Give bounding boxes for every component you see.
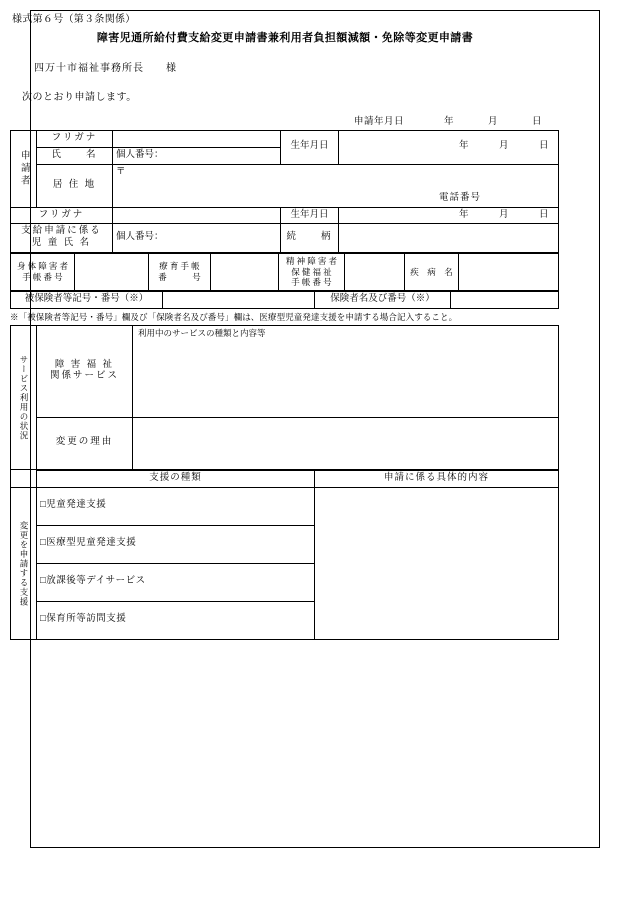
- welfare-service-label: [37, 325, 133, 417]
- applicant-section-label-text: 申請者: [18, 150, 29, 188]
- applicant-address-value[interactable]: [113, 164, 559, 207]
- mental-certificate-label-line2: 保 健 福 祉: [291, 266, 332, 277]
- child-relation-label: 続 柄: [281, 224, 339, 253]
- document-title: 障害児通所給付費支給変更申請書兼利用者負担額減額・免除等変更申請書: [96, 32, 474, 44]
- form-number: 様式第６号（第３条関係）: [12, 14, 136, 25]
- applicant-name-label: 氏 名: [37, 147, 113, 164]
- applicant-table: [10, 130, 559, 253]
- applicant-address-label: 居 住 地: [37, 164, 113, 207]
- welfare-service-label-line1: 障 害 福 祉: [54, 359, 115, 370]
- lead-sentence: 次のとおり申請します。: [22, 92, 137, 103]
- application-date-year: 年: [443, 117, 454, 127]
- request-detail-value[interactable]: [315, 487, 559, 639]
- change-request-side-label: [11, 487, 37, 639]
- applicant-birth-day: 日: [538, 141, 549, 152]
- ryoiku-certificate-label-line2: 番 号: [158, 272, 201, 283]
- mental-certificate-label-line3: 手 帳 番 号: [291, 277, 332, 288]
- application-date-day: 日: [531, 117, 542, 127]
- change-reason-value[interactable]: [133, 417, 559, 469]
- applicant-mynumber-field[interactable]: 個人番号：: [113, 147, 281, 164]
- addressee: 四万十市福祉事務所長 様: [34, 63, 177, 74]
- application-date-row: [10, 113, 560, 127]
- request-detail-header: 申請に係る具体的内容: [315, 470, 559, 487]
- usage-reason-row: [11, 417, 559, 469]
- support-item-1[interactable]: □児童発達支援: [37, 487, 315, 525]
- child-birth-year: 年: [458, 209, 469, 220]
- disease-name-value[interactable]: [459, 254, 559, 291]
- applicant-tel-label: 電話番号: [438, 192, 481, 203]
- applicant-furigana-value[interactable]: [113, 131, 281, 148]
- applicant-furigana-label: フリガナ: [37, 131, 113, 148]
- usage-service-row: [11, 325, 559, 417]
- insured-number-value[interactable]: [163, 292, 315, 309]
- child-furigana-row: [11, 207, 559, 224]
- welfare-service-label-line2: 関係サービス: [49, 371, 119, 382]
- child-birth-value[interactable]: [339, 207, 559, 224]
- applicant-section-label: [11, 131, 37, 208]
- child-name-label: [11, 224, 113, 253]
- certificates-row: [11, 254, 559, 291]
- welfare-service-hint: 利用中のサービスの種類と内容等: [138, 327, 266, 338]
- application-date-month: 月: [487, 117, 498, 127]
- postal-mark: 〒: [116, 166, 126, 177]
- child-name-label-line2: 児 童 氏 名: [31, 238, 92, 249]
- physical-certificate-label-line1: 身 体 障 害 者: [16, 261, 68, 272]
- physical-certificate-value[interactable]: [75, 254, 149, 291]
- usage-table: [10, 325, 559, 470]
- child-furigana-value[interactable]: [113, 207, 281, 224]
- child-relation-value[interactable]: [339, 224, 559, 253]
- child-birth-label: 生年月日: [281, 207, 339, 224]
- mental-certificate-label: [279, 254, 345, 291]
- applicant-birth-label: 生年月日: [281, 131, 339, 165]
- applicant-birth-year: 年: [458, 141, 469, 152]
- usage-side-label-text: サービス利用の状況: [18, 354, 29, 441]
- insurer-label: 保険者名及び番号（※）: [315, 292, 451, 309]
- ryoiku-certificate-label: [149, 254, 211, 291]
- mental-certificate-value[interactable]: [345, 254, 405, 291]
- change-request-table: [10, 470, 559, 640]
- insurance-note: ※「被保険者等記号・番号」欄及び「保険者名及び番号」欄は、医療型児童発達支援を申請する場合記入すること。: [10, 311, 458, 322]
- certificates-table: [10, 253, 559, 291]
- usage-side-label: [11, 325, 37, 469]
- change-reason-label: 変更の理由: [37, 417, 133, 469]
- support-item-2[interactable]: □医療型児童発達支援: [37, 525, 315, 563]
- applicant-furigana-row: [11, 131, 559, 148]
- child-name-row: [11, 224, 559, 253]
- child-furigana-label: フリガナ: [11, 207, 113, 224]
- child-birth-month: 月: [498, 209, 509, 220]
- child-mynumber-field[interactable]: 個人番号：: [113, 224, 281, 253]
- application-date-label: 申請年月日: [353, 117, 404, 127]
- change-request-side-spacer: [11, 470, 37, 487]
- ryoiku-certificate-value[interactable]: [211, 254, 279, 291]
- ryoiku-certificate-label-line1: 療 育 手 帳: [159, 261, 200, 272]
- physical-certificate-label: [11, 254, 75, 291]
- child-birth-day: 日: [538, 209, 549, 220]
- support-item-4[interactable]: □保育所等訪問支援: [37, 601, 315, 639]
- support-type-header: 支援の種類: [37, 470, 315, 487]
- physical-certificate-label-line2: 手 帳 番 号: [22, 272, 63, 283]
- applicant-address-row: [11, 164, 559, 207]
- change-request-header-row: [11, 470, 559, 487]
- disease-name-label: 疾 病 名: [405, 254, 459, 291]
- change-request-item-row-1: [11, 487, 559, 525]
- insurance-row: [11, 292, 559, 309]
- welfare-service-value[interactable]: [133, 325, 559, 417]
- insured-number-label: 被保険者等記号・番号（※）: [11, 292, 163, 309]
- insurer-value[interactable]: [451, 292, 559, 309]
- child-name-label-line1: 支給申請に係る: [21, 226, 102, 237]
- applicant-birth-month: 月: [498, 141, 509, 152]
- insurance-table: [10, 291, 559, 309]
- change-request-side-label-text: 変更を申請する支援: [18, 520, 29, 606]
- mental-certificate-label-line1: 精 神 障 害 者: [285, 256, 337, 267]
- support-item-3[interactable]: □放課後等デイサービス: [37, 563, 315, 601]
- applicant-birth-value[interactable]: [339, 131, 559, 165]
